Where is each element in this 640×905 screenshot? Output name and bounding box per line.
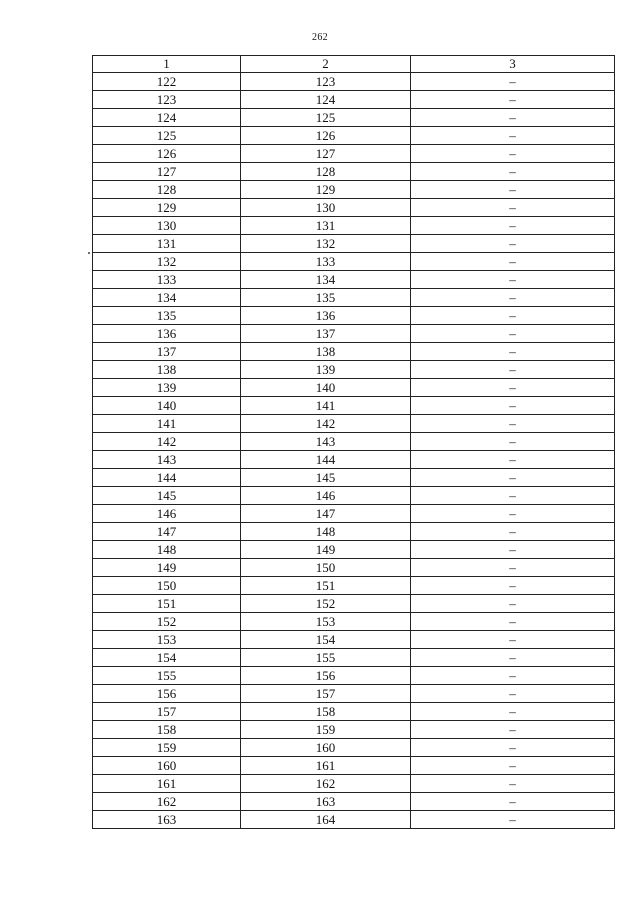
table-row (93, 433, 615, 451)
table-cell-col-3: – (411, 451, 615, 469)
table-row (93, 793, 615, 811)
table-cell-col-2: 138 (241, 343, 411, 361)
table-cell-col-3: – (411, 703, 615, 721)
table-row (93, 343, 615, 361)
table-cell-col-1: 124 (93, 109, 241, 127)
table-cell-col-2: 142 (241, 415, 411, 433)
table-cell-col-2: 149 (241, 541, 411, 559)
table-row (93, 217, 615, 235)
table-cell-col-3: – (411, 379, 615, 397)
table-cell-col-1: 122 (93, 73, 241, 91)
table-cell-col-1: 129 (93, 199, 241, 217)
table-row (93, 631, 615, 649)
table-row (93, 667, 615, 685)
table-row (93, 127, 615, 145)
table-cell-col-1: 144 (93, 469, 241, 487)
table-cell-col-2: 136 (241, 307, 411, 325)
table-cell-col-2: 146 (241, 487, 411, 505)
table-cell-col-2: 162 (241, 775, 411, 793)
table-cell-col-2: 153 (241, 613, 411, 631)
table-row (93, 109, 615, 127)
table-row (93, 559, 615, 577)
table-cell-col-3: – (411, 109, 615, 127)
table-cell-col-3: – (411, 361, 615, 379)
table-cell-col-3: – (411, 577, 615, 595)
table-cell-col-2: 130 (241, 199, 411, 217)
table-cell-col-3: – (411, 721, 615, 739)
table-cell-col-2: 143 (241, 433, 411, 451)
table-body (93, 73, 615, 829)
table-cell-col-3: – (411, 811, 615, 829)
table-cell-col-2: 137 (241, 325, 411, 343)
table-cell-col-1: 156 (93, 685, 241, 703)
table-cell-col-2: 147 (241, 505, 411, 523)
table-cell-col-2: 131 (241, 217, 411, 235)
table-cell-col-2: 123 (241, 73, 411, 91)
table-cell-col-3: – (411, 217, 615, 235)
table-cell-col-2: 145 (241, 469, 411, 487)
table-cell-col-2: 133 (241, 253, 411, 271)
table-cell-col-1: 141 (93, 415, 241, 433)
table-row (93, 739, 615, 757)
table-cell-col-3: – (411, 523, 615, 541)
table-cell-col-1: 133 (93, 271, 241, 289)
table-cell-col-2: 125 (241, 109, 411, 127)
table-row (93, 145, 615, 163)
table-cell-col-2: 157 (241, 685, 411, 703)
table-row (93, 235, 615, 253)
table-cell-col-3: – (411, 73, 615, 91)
table-cell-col-1: 147 (93, 523, 241, 541)
table-cell-col-2: 161 (241, 757, 411, 775)
table-cell-col-3: – (411, 559, 615, 577)
table-cell-col-1: 145 (93, 487, 241, 505)
table-cell-col-1: 128 (93, 181, 241, 199)
table-cell-col-3: – (411, 415, 615, 433)
table-cell-col-1: 136 (93, 325, 241, 343)
header-row (93, 56, 615, 73)
table-cell-col-3: – (411, 505, 615, 523)
table-cell-col-3: – (411, 667, 615, 685)
table-row (93, 649, 615, 667)
table-row (93, 253, 615, 271)
table-cell-col-2: 128 (241, 163, 411, 181)
table-row (93, 523, 615, 541)
table-cell-col-1: 132 (93, 253, 241, 271)
table-cell-col-3: – (411, 595, 615, 613)
table-cell-col-3: – (411, 685, 615, 703)
table-cell-col-2: 129 (241, 181, 411, 199)
table-row (93, 307, 615, 325)
table-row (93, 73, 615, 91)
table-row (93, 325, 615, 343)
table-cell-col-2: 134 (241, 271, 411, 289)
table-row (93, 163, 615, 181)
table-cell-col-1: 125 (93, 127, 241, 145)
page-number: 262 (312, 32, 328, 43)
table-cell-col-2: 148 (241, 523, 411, 541)
table-cell-col-1: 162 (93, 793, 241, 811)
table-row (93, 271, 615, 289)
table-cell-col-1: 131 (93, 235, 241, 253)
table-cell-col-1: 139 (93, 379, 241, 397)
table-row (93, 613, 615, 631)
table-row (93, 379, 615, 397)
table-row (93, 703, 615, 721)
table-cell-col-1: 161 (93, 775, 241, 793)
table-cell-col-2: 135 (241, 289, 411, 307)
table-cell-col-1: 143 (93, 451, 241, 469)
table-row (93, 289, 615, 307)
table-row (93, 415, 615, 433)
table-cell-col-2: 158 (241, 703, 411, 721)
table-row (93, 199, 615, 217)
table-cell-col-1: 151 (93, 595, 241, 613)
table-row (93, 181, 615, 199)
table-row (93, 469, 615, 487)
table-cell-col-1: 163 (93, 811, 241, 829)
table-cell-col-2: 156 (241, 667, 411, 685)
table-cell-col-3: – (411, 253, 615, 271)
table-row (93, 451, 615, 469)
table-cell-col-2: 127 (241, 145, 411, 163)
table-cell-col-3: – (411, 325, 615, 343)
table-cell-col-3: – (411, 793, 615, 811)
table-row (93, 397, 615, 415)
table-cell-col-3: – (411, 541, 615, 559)
table-cell-col-1: 150 (93, 577, 241, 595)
data-table (92, 55, 615, 829)
table-cell-col-3: – (411, 775, 615, 793)
table-cell-col-3: – (411, 487, 615, 505)
table-row (93, 541, 615, 559)
column-header-3: 3 (411, 56, 615, 73)
table-cell-col-2: 160 (241, 739, 411, 757)
table-row (93, 721, 615, 739)
table-cell-col-3: – (411, 91, 615, 109)
table-row (93, 811, 615, 829)
table-cell-col-1: 148 (93, 541, 241, 559)
table-cell-col-3: – (411, 757, 615, 775)
table-cell-col-2: 139 (241, 361, 411, 379)
table-cell-col-2: 151 (241, 577, 411, 595)
table-cell-col-3: – (411, 127, 615, 145)
table-cell-col-2: 124 (241, 91, 411, 109)
table-cell-col-2: 140 (241, 379, 411, 397)
table-cell-col-1: 138 (93, 361, 241, 379)
table-cell-col-2: 141 (241, 397, 411, 415)
table-cell-col-1: 146 (93, 505, 241, 523)
table-cell-col-3: – (411, 649, 615, 667)
table-row (93, 685, 615, 703)
table-cell-col-2: 126 (241, 127, 411, 145)
scan-speck (88, 252, 90, 254)
table-cell-col-1: 140 (93, 397, 241, 415)
table-row (93, 487, 615, 505)
table-cell-col-3: – (411, 739, 615, 757)
column-header-1: 1 (93, 56, 241, 73)
table-row (93, 361, 615, 379)
table-cell-col-2: 154 (241, 631, 411, 649)
table-cell-col-1: 159 (93, 739, 241, 757)
table-cell-col-3: – (411, 631, 615, 649)
table-cell-col-1: 135 (93, 307, 241, 325)
table-cell-col-3: – (411, 163, 615, 181)
table-row (93, 505, 615, 523)
table-cell-col-1: 127 (93, 163, 241, 181)
table-cell-col-3: – (411, 235, 615, 253)
table-cell-col-2: 163 (241, 793, 411, 811)
table-cell-col-1: 123 (93, 91, 241, 109)
table-cell-col-1: 149 (93, 559, 241, 577)
table-cell-col-1: 158 (93, 721, 241, 739)
table-row (93, 595, 615, 613)
table-cell-col-2: 159 (241, 721, 411, 739)
table-cell-col-3: – (411, 289, 615, 307)
table-cell-col-1: 152 (93, 613, 241, 631)
table-cell-col-3: – (411, 145, 615, 163)
table-row (93, 757, 615, 775)
column-header-2: 2 (241, 56, 411, 73)
table-cell-col-1: 154 (93, 649, 241, 667)
table-cell-col-1: 155 (93, 667, 241, 685)
table-cell-col-3: – (411, 433, 615, 451)
table-cell-col-1: 126 (93, 145, 241, 163)
table-cell-col-2: 132 (241, 235, 411, 253)
table-cell-col-2: 144 (241, 451, 411, 469)
table-cell-col-3: – (411, 271, 615, 289)
table-cell-col-3: – (411, 613, 615, 631)
table-cell-col-1: 157 (93, 703, 241, 721)
table-cell-col-1: 142 (93, 433, 241, 451)
table-cell-col-2: 155 (241, 649, 411, 667)
table-cell-col-3: – (411, 181, 615, 199)
table-cell-col-2: 164 (241, 811, 411, 829)
table-cell-col-2: 150 (241, 559, 411, 577)
table-row (93, 577, 615, 595)
table-row (93, 91, 615, 109)
table-cell-col-3: – (411, 469, 615, 487)
table-cell-col-1: 153 (93, 631, 241, 649)
table-cell-col-3: – (411, 199, 615, 217)
table-cell-col-2: 152 (241, 595, 411, 613)
table-row (93, 775, 615, 793)
table-cell-col-1: 160 (93, 757, 241, 775)
table-cell-col-1: 134 (93, 289, 241, 307)
table-cell-col-3: – (411, 397, 615, 415)
table-cell-col-1: 130 (93, 217, 241, 235)
table-cell-col-3: – (411, 307, 615, 325)
table-cell-col-3: – (411, 343, 615, 361)
table-cell-col-1: 137 (93, 343, 241, 361)
